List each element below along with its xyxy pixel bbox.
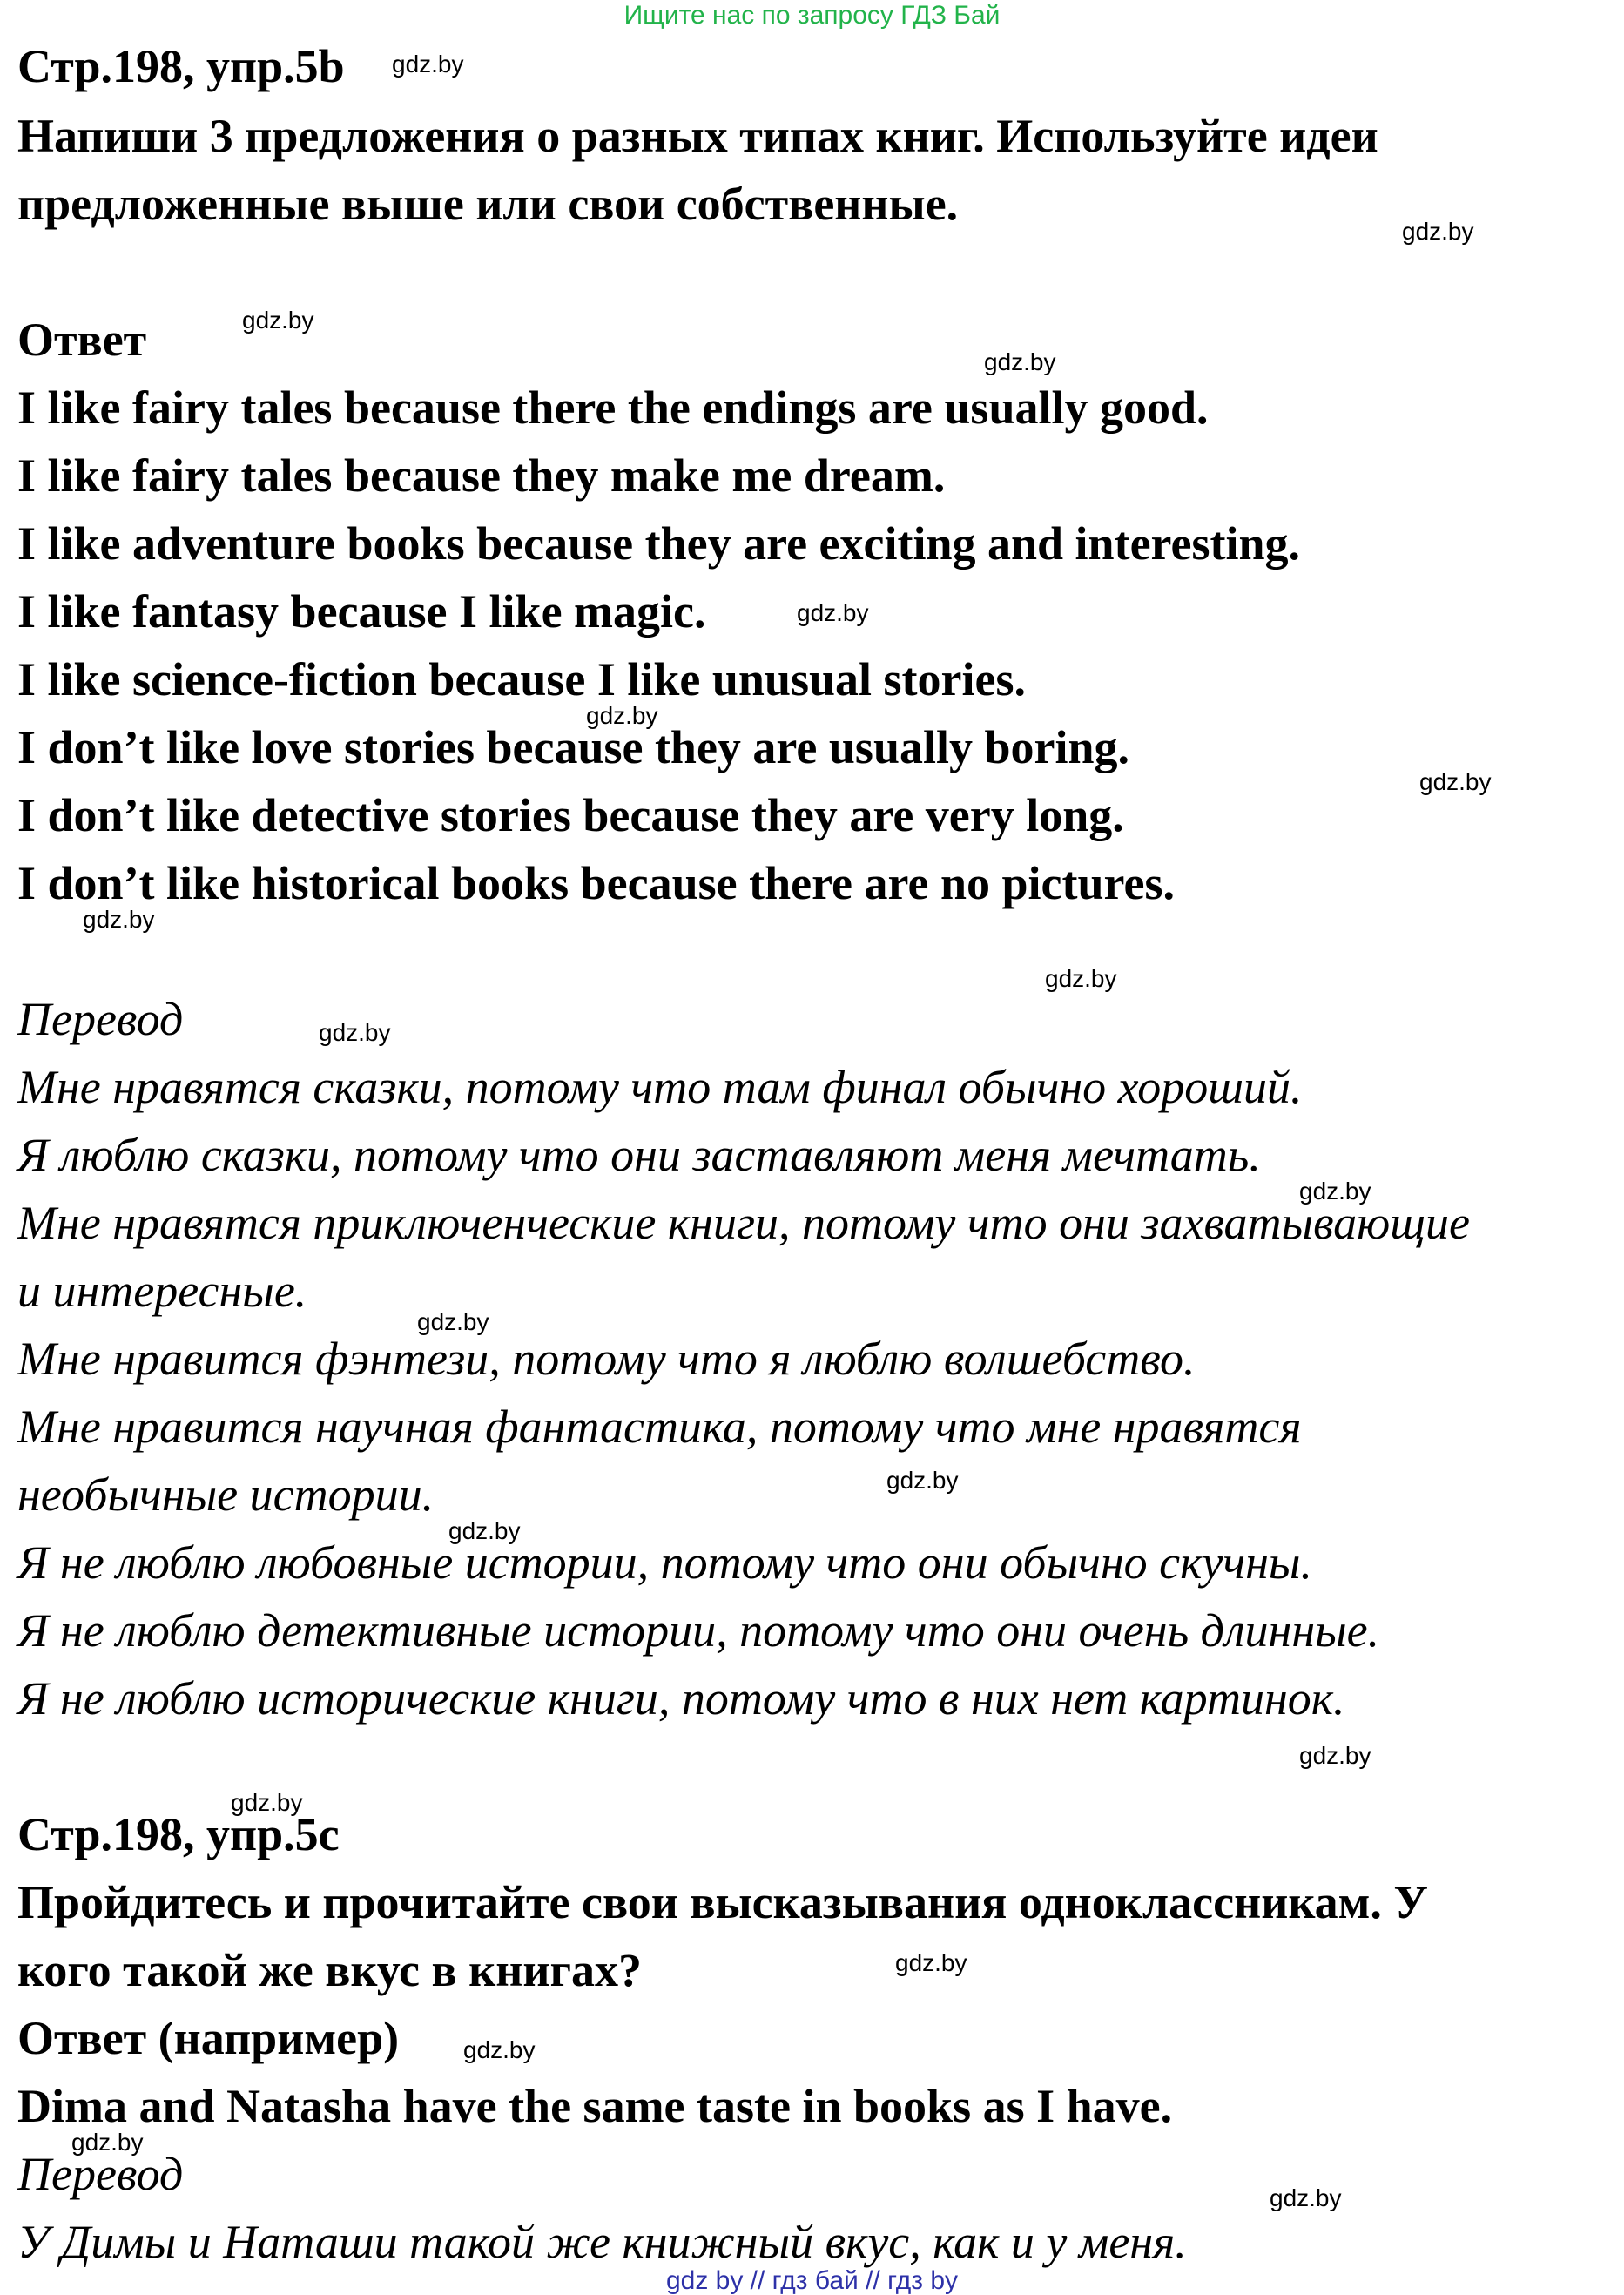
answer-line-3: I like adventure books because they are exciting and interesting. <box>17 517 1301 570</box>
watermark: gdz.by <box>886 1467 959 1494</box>
watermark: gdz.by <box>797 599 869 626</box>
section-5c-translation: У Димы и Наташи такой же книжный вкус, как и у меня. <box>17 2216 1187 2268</box>
translation-line-8: Я не люблю любовные истории, потому что они обычно скучны. <box>17 1536 1312 1589</box>
watermark: gdz.by <box>417 1308 489 1335</box>
section-5b-task-line-2: предложенные выше или свои собственные. <box>17 178 959 230</box>
footer-links: gdz by // гдз бай // гдз by <box>665 2266 959 2295</box>
section-5b-translation-label: Перевод <box>17 993 184 1045</box>
answer-line-4: I like fantasy because I like magic. <box>17 585 706 638</box>
section-5c-task-line-2: кого такой же вкус в книгах? <box>17 1944 643 1996</box>
watermark: gdz.by <box>71 2129 144 2156</box>
translation-line-9: Я не люблю детективные истории, потому что они очень длинные. <box>17 1604 1380 1657</box>
watermark: gdz.by <box>1419 768 1492 795</box>
watermark: gdz.by <box>83 906 155 933</box>
watermark: gdz.by <box>1299 1178 1371 1205</box>
watermark: gdz.by <box>984 348 1056 375</box>
watermark: gdz.by <box>1299 1742 1371 1769</box>
answer-line-2: I like fairy tales because they make me dream. <box>17 449 946 502</box>
top-banner: Ищите нас по запросу ГДЗ Бай <box>623 1 1001 30</box>
answer-line-5: I like science-fiction because I like unusual stories. <box>17 653 1026 705</box>
translation-line-3: Мне нравятся приключенческие книги, потому что они захватывающие <box>17 1197 1470 1249</box>
section-5b-answer-label: Ответ <box>17 314 147 366</box>
watermark: gdz.by <box>1402 218 1474 245</box>
answer-line-6: I don’t like love stories because they are usually boring. <box>17 721 1130 773</box>
section-5c-translation-label: Перевод <box>17 2148 184 2200</box>
answer-line-7: I don’t like detective stories because they are very long. <box>17 789 1124 841</box>
section-5b-task-line-1: Напиши 3 предложения о разных типах книг. Используйте идеи <box>17 110 1378 162</box>
section-5c-heading: Стр.198, упр.5c <box>17 1808 340 1860</box>
answer-line-1: I like fairy tales because there the endings are usually good. <box>17 381 1209 434</box>
watermark: gdz.by <box>231 1789 303 1816</box>
watermark: gdz.by <box>448 1517 521 1544</box>
watermark: gdz.by <box>319 1019 391 1046</box>
answer-line-8: I don’t like historical books because there are no pictures. <box>17 857 1176 909</box>
watermark: gdz.by <box>242 307 314 334</box>
translation-line-6: Мне нравится научная фантастика, потому что мне нравятся <box>17 1401 1302 1453</box>
section-5c-task-line-1: Пройдитесь и прочитайте свои высказывания одноклассникам. У <box>17 1876 1429 1928</box>
translation-line-2: Я люблю сказки, потому что они заставляют меня мечтать. <box>17 1129 1261 1181</box>
translation-line-7: необычные истории. <box>17 1468 435 1521</box>
watermark: gdz.by <box>586 702 658 729</box>
section-5b-heading: Стр.198, упр.5b <box>17 40 345 92</box>
section-5c-answer-label: Ответ (например) <box>17 2012 400 2064</box>
section-5c-answer: Dima and Natasha have the same taste in books as I have. <box>17 2080 1173 2132</box>
watermark: gdz.by <box>392 51 464 78</box>
watermark: gdz.by <box>1270 2184 1342 2211</box>
translation-line-4: и интересные. <box>17 1265 307 1317</box>
translation-line-1: Мне нравятся сказки, потому что там финал обычно хороший. <box>17 1061 1303 1113</box>
translation-line-10: Я не люблю исторические книги, потому что в них нет картинок. <box>17 1672 1345 1725</box>
watermark: gdz.by <box>463 2036 536 2063</box>
translation-line-5: Мне нравится фэнтези, потому что я люблю волшебство. <box>17 1333 1196 1385</box>
watermark: gdz.by <box>895 1949 967 1976</box>
watermark: gdz.by <box>1045 965 1117 992</box>
